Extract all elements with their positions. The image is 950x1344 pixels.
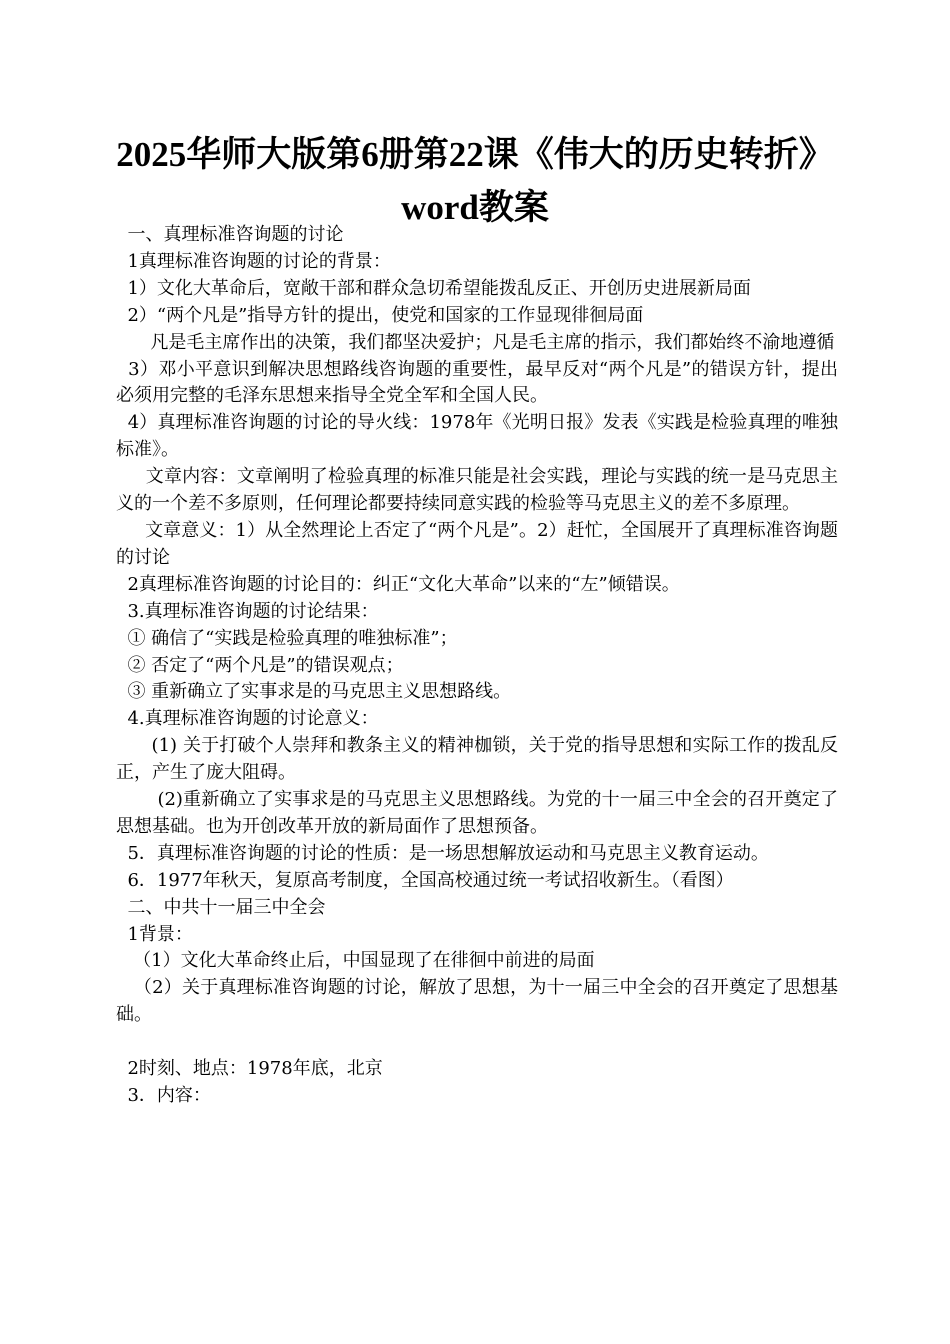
document-body (116, 222, 838, 1110)
paragraph-line: ② 否定了“两个凡是”的错误观点； (116, 654, 404, 676)
paragraph-line: 凡是毛主席作出的决策，我们都坚决爱护；凡是毛主席的指示，我们都始终不渝地遵循 (116, 331, 835, 353)
paragraph-line: 1背景： (116, 923, 193, 945)
paragraph-line: 1真理标准咨询题的讨论的背景： (116, 250, 391, 272)
paragraph-line: 5．真理标准咨询题的讨论的性质：是一场思想解放运动和马克思主义教育运动。 (116, 842, 769, 864)
paragraph-line: (1) 关于打破个人崇拜和教条主义的精神枷锁，关于党的指导思想和实际工作的拨乱反正，产生了庞大阻碍。 (116, 735, 838, 784)
paragraph-line: 文章意义：1）从全然理论上否定了“两个凡是”。2）赶忙，全国展开了真理标准咨询题的讨论 (116, 519, 838, 568)
paragraph-line: （1）文化大革命终止后，中国显现了在徘徊中前进的局面 (116, 950, 595, 972)
paragraph-line: 4）真理标准咨询题的讨论的导火线：1978年《光明日报》发表《实践是检验真理的唯独标准》。 (116, 412, 838, 461)
paragraph-line: 2真理标准咨询题的讨论目的：纠正“文化大革命”以来的“左”倾错误。 (116, 573, 680, 595)
paragraph-line: (2)重新确立了实事求是的马克思主义思想路线。为党的十一届三中全会的召开奠定了思想基础。也为开创改革开放的新局面作了思想预备。 (116, 789, 838, 837)
paragraph-line: 一、真理标准咨询题的讨论 (116, 224, 344, 245)
blank-line (116, 1029, 838, 1056)
paragraph-line: 4.真理标准咨询题的讨论意义： (116, 708, 379, 730)
paragraph-line: ③ 重新确立了实事求是的马克思主义思想路线。 (116, 681, 512, 703)
paragraph-line: 1）文化大革命后，宽敞干部和群众急切希望能拨乱反正、开创历史进展新局面 (116, 277, 751, 299)
paragraph-line: 6．1977年秋天，复原高考制度，全国高校通过统一考试招收新生。（看图） (116, 869, 734, 891)
paragraph-line: 文章内容：文章阐明了检验真理的标准只能是社会实践，理论与实践的统一是马克思主义的一个差不多原则，任何理论都要持续同意实践的检验等马克思主义的差不多原理。 (116, 466, 839, 515)
paragraph-line: 3．内容： (116, 1084, 211, 1106)
paragraph-line: 2时刻、地点：1978年底，北京 (116, 1058, 383, 1080)
paragraph-line: 3）邓小平意识到解决思想路线咨询题的重要性，最早反对“两个凡是”的错误方针，提出必须用完整的毛泽东思想来指导全党全军和全国人民。 (116, 358, 838, 407)
paragraph-line: 二、中共十一届三中全会 (116, 896, 326, 918)
paragraph-line: ① 确信了“实践是检验真理的唯独标准”； (116, 627, 458, 649)
paragraph-line: （2）关于真理标准咨询题的讨论，解放了思想，为十一届三中全会的召开奠定了思想基础。 (116, 977, 838, 1026)
paragraph-line: 3.真理标准咨询题的讨论结果： (116, 600, 379, 622)
document-title: 2025华师大版第6册第22课《伟大的历史转折》word教案 (116, 135, 834, 227)
paragraph-line: 2）“两个凡是”指导方针的提出，使党和国家的工作显现徘徊局面 (116, 304, 644, 326)
